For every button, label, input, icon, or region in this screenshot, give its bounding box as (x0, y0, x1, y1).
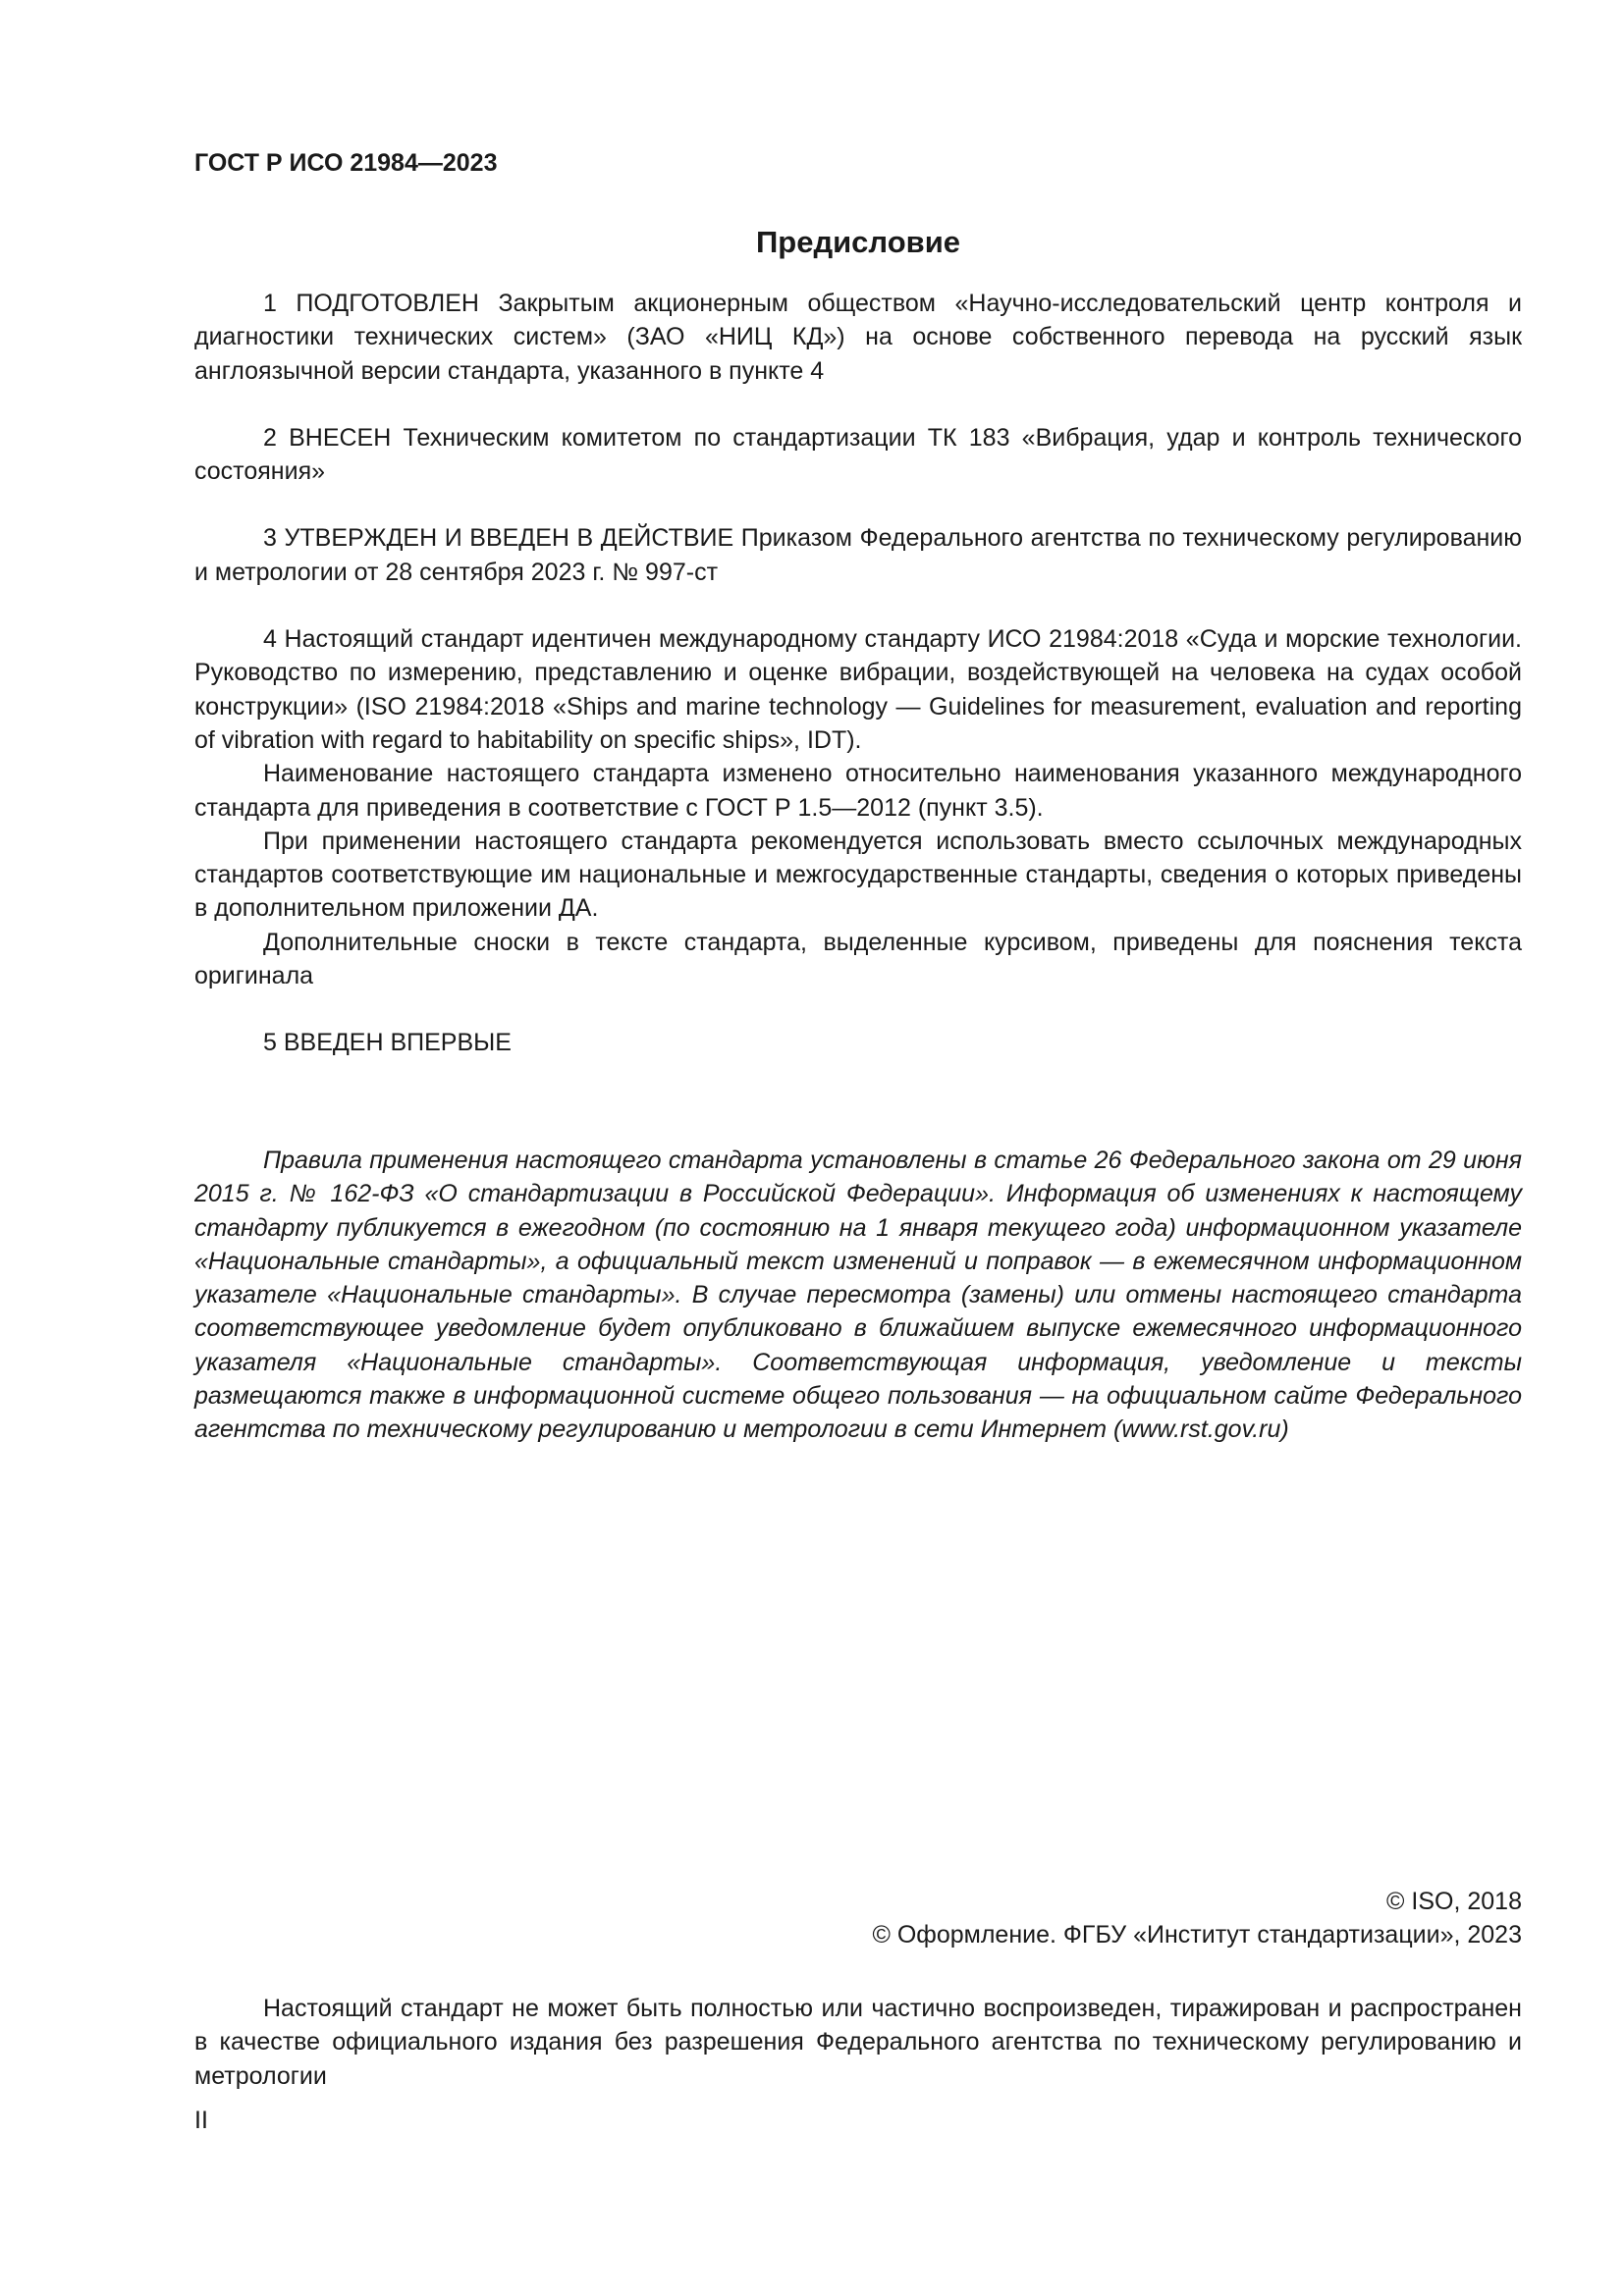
foreword-body (194, 287, 1522, 1060)
copyright-iso: © ISO, 2018 (1386, 1888, 1522, 1915)
page-number: II (194, 2107, 208, 2134)
notice-text: Правила применения настоящего стандарта установлены в статье 26 Федерального закона от 29 июня 2015 г. № 162-ФЗ «О стандартизации в Российской Федерации». Информация об изменениях к настоящему стандарту публикуется в ежегодном (по состоянию на 1 января текущего года) информационном указателе «Национальные стандарты», а официальный текст изменений и поправок — в ежемесячном информационном указателе «Национальные стандарты». В случае пересмотра (замены) или отмены настоящего стандарта соответствующее уведомление будет опубликовано в ближайшем выпуске ежемесячного информационного указателя «Национальные стандарты». Соответствующая информация, уведомление и тексты размещаются также в информационной системе общего пользования — на официальном сайте Федерального агентства по техническому регулированию и метрологии в сети Интернет (www.rst.gov.ru) (194, 1147, 1522, 1444)
document-page (194, 0, 1522, 2296)
copyright-design: © Оформление. ФГБУ «Институт стандартизации», 2023 (872, 1921, 1522, 1949)
restriction-text: Настоящий стандарт не может быть полностью или частично воспроизведен, тиражирован и распространен в качестве официального издания без разрешения Федерального агентства по техническому регулированию и метрологии (194, 1995, 1522, 2090)
application-rules-notice (194, 1144, 1522, 1447)
foreword-item-4: 4 Настоящий стандарт идентичен международному стандарту ИСО 21984:2018 «Суда и морские технологии. Руководство по измерению, представлению и оценке вибрации, воздействующей на человека на судах особой конструкции» (ISO 21984:2018 «Ships and marine technology — Guidelines for measurement, evaluation and reporting of vibration with regard to habitability on specific ships», IDT). (194, 625, 1522, 754)
foreword-item-4-para-3: При применении настоящего стандарта рекомендуется использовать вместо ссылочных международных стандартов соответствующие им национальные и межгосударственные стандарты, сведения о которых приведены в дополнительном приложении ДА. (194, 827, 1522, 923)
foreword-item-4-para-2: Наименование настоящего стандарта изменено относительно наименования указанного международного стандарта для приведения в соответствие с ГОСТ Р 1.5—2012 (пункт 3.5). (194, 760, 1522, 822)
foreword-item-2: 2 ВНЕСЕН Техническим комитетом по стандартизации ТК 183 «Вибрация, удар и контроль технического состояния» (194, 423, 1522, 486)
foreword-item-3: 3 УТВЕРЖДЕН И ВВЕДЕН В ДЕЙСТВИЕ Приказом Федерального агентства по техническому регулированию и метрологии от 28 сентября 2023 г. № 997-ст (194, 524, 1522, 586)
document-id: ГОСТ Р ИСО 21984—2023 (194, 149, 498, 177)
foreword-item-4-para-4: Дополнительные сноски в тексте стандарта, выделенные курсивом, приведены для пояснения текста оригинала (194, 928, 1522, 990)
copyright-block (194, 1885, 1522, 1952)
foreword-item-5: 5 ВВЕДЕН ВПЕРВЫЕ (263, 1029, 512, 1057)
reproduction-restriction (194, 1992, 1522, 2093)
page-title: Предисловие (755, 225, 960, 259)
foreword-item-1: 1 ПОДГОТОВЛЕН Закрытым акционерным обществом «Научно-исследовательский центр контроля и диагностики технических систем» (ЗАО «НИЦ КД») на основе собственного перевода на русский язык англоязычной версии стандарта, указанного в пункте 4 (194, 290, 1522, 385)
